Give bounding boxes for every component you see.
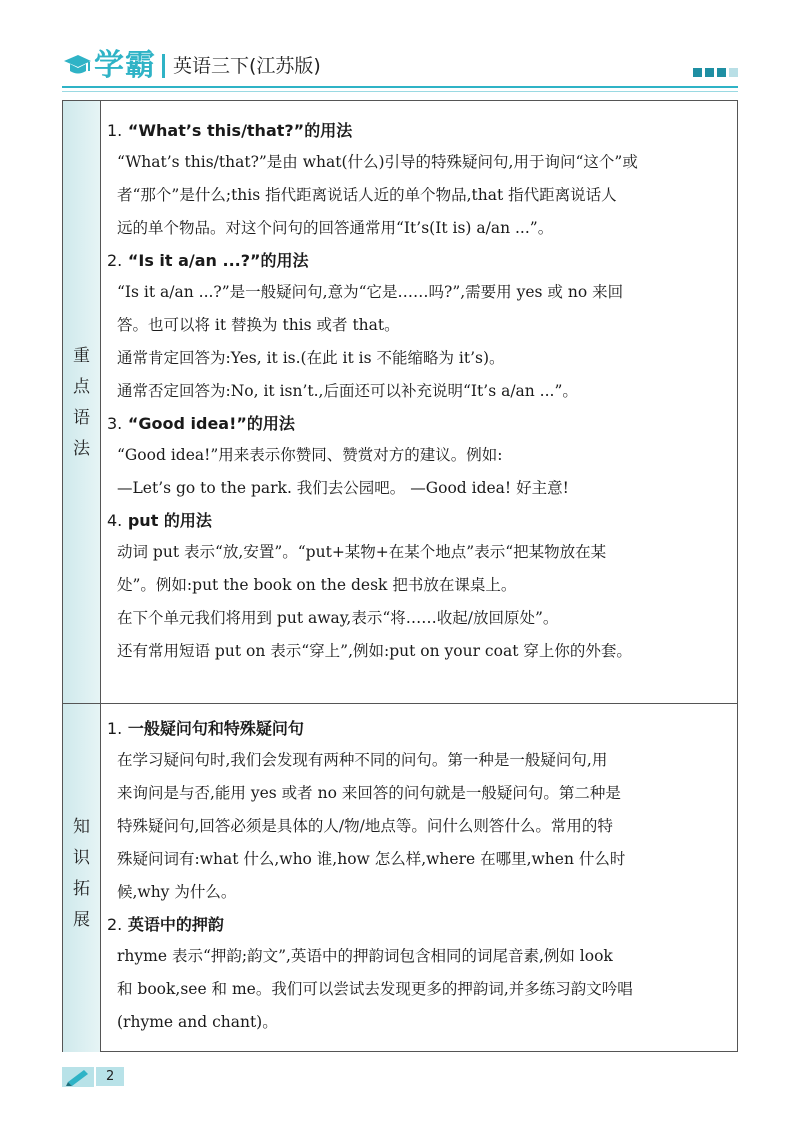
section-label-char: 拓	[73, 879, 90, 899]
item-heading: 1. 一般疑问句和特殊疑问句	[107, 719, 304, 738]
header-separator	[162, 54, 165, 78]
paragraph-line: 动词 put 表示“放,安置”。“put+某物+在某个地点”表示“把某物放在某	[117, 543, 607, 561]
section-label-char: 识	[73, 848, 90, 868]
page-footer	[62, 1062, 124, 1090]
item-heading: 1. “What’s this/that?”的用法	[107, 121, 353, 140]
paragraph-line: 答。也可以将 it 替换为 this 或者 that。	[117, 316, 400, 334]
paragraph-line: 来询问是与否,能用 yes 或者 no 来回答的问句就是一般疑问句。第二种是	[117, 784, 621, 802]
content-table	[62, 100, 738, 1052]
paragraph-line: 在学习疑问句时,我们会发现有两种不同的问句。第一种是一般疑问句,用	[117, 751, 608, 769]
section-label-char: 语	[73, 408, 90, 428]
paragraph-line: 还有常用短语 put on 表示“穿上”,例如:put on your coat 穿上你的外套。	[117, 642, 632, 660]
item-heading: 4. put 的用法	[107, 511, 212, 530]
paragraph-line: (rhyme and chant)。	[117, 1013, 278, 1031]
item-heading: 3. “Good idea!”的用法	[107, 414, 295, 433]
paragraph-line: “What’s this/that?”是由 what(什么)引导的特殊疑问句,用于询问“这个”或	[117, 153, 638, 171]
paragraph-line: 和 book,see 和 me。我们可以尝试去发现更多的押韵词,并多练习韵文吟唱	[117, 980, 633, 998]
item-heading: 2. “Is it a/an ...?”的用法	[107, 251, 309, 270]
section-label-char: 点	[73, 377, 90, 397]
logo-text: 学霸	[94, 48, 156, 83]
paragraph-line: 在下个单元我们将用到 put away,表示“将……收起/放回原处”。	[117, 609, 559, 627]
section-sidebar-extension	[63, 704, 101, 1052]
graduation-cap-icon	[62, 51, 92, 81]
section-label-char: 展	[73, 910, 90, 930]
item-heading: 2. 英语中的押韵	[107, 915, 224, 934]
paragraph-line: 候,why 为什么。	[117, 883, 237, 901]
paragraph-line: rhyme 表示“押韵;韵文”,英语中的押韵词包含相同的词尾音素,例如 look	[117, 947, 613, 965]
paragraph-line: 特殊疑问句,回答必须是具体的人/物/地点等。问什么则答什么。常用的特	[117, 817, 613, 835]
header-rule	[62, 86, 738, 88]
section-label-char: 法	[73, 439, 90, 459]
paragraph-line: “Is it a/an ...?”是一般疑问句,意为“它是……吗?”,需要用 yes 或 no 来回	[117, 283, 624, 301]
paragraph-line: 远的单个物品。对这个问句的回答通常用“It’s(It is) a/an ...”。	[117, 219, 554, 237]
paragraph-line: 殊疑问词有:what 什么,who 谁,how 怎么样,where 在哪里,when 什么时	[117, 850, 626, 868]
brand-logo	[62, 48, 321, 84]
page-header	[62, 46, 738, 90]
header-decoration	[693, 68, 738, 77]
paragraph-line: 通常肯定回答为:Yes, it is.(在此 it is 不能缩略为 it’s)。	[117, 349, 505, 367]
pencil-icon	[62, 1065, 94, 1087]
section-sidebar-grammar	[63, 101, 101, 703]
paragraph-line: 者“那个”是什么;this 指代距离说话人近的单个物品,that 指代距离说话人	[117, 186, 617, 204]
example-line: —Let’s go to the park. 我们去公园吧。 —Good idea! 好主意!	[117, 479, 569, 497]
section-label-char: 知	[73, 817, 90, 837]
paragraph-line: “Good idea!”用来表示你赞同、赞赏对方的建议。例如:	[117, 446, 503, 464]
paragraph-line: 处”。例如:put the book on the desk 把书放在课桌上。	[117, 576, 517, 594]
section-grammar	[107, 115, 729, 668]
section-divider	[63, 703, 737, 704]
section-extension	[107, 713, 729, 1039]
page-number: 2	[96, 1067, 124, 1086]
book-title: 英语三下(江苏版)	[173, 55, 321, 77]
paragraph-line: 通常否定回答为:No, it isn’t.,后面还可以补充说明“It’s a/an ...”。	[117, 382, 578, 400]
section-label-char: 重	[73, 346, 90, 366]
